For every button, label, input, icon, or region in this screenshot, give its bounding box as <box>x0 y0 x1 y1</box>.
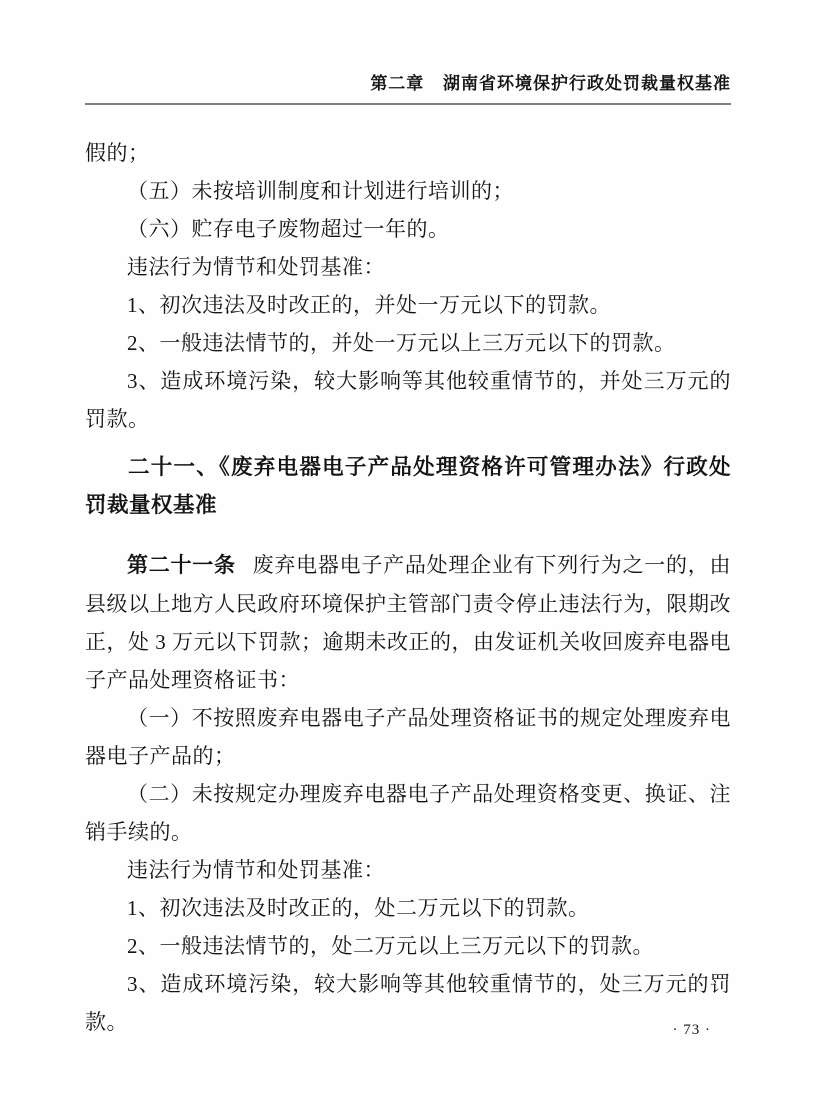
page-footer <box>85 1022 711 1039</box>
header-chapter-title: 湖南省环境保护行政处罚裁量权基准 <box>443 74 731 93</box>
page-header <box>85 0 731 105</box>
article-text: 废弃电器电子产品处理企业有下列行为之一的，由县级以上地方人民政府环境保护主管部门责令停止违法行为，限期改正，处 3 万元以下罚款；逾期未改正的，由发证机关收回废弃电器电子产品处理资格证书： <box>85 553 732 692</box>
paragraph-penalty-level-2: 2、一般违法情节的，并处一万元以上三万元以下的罚款。 <box>127 331 676 355</box>
header-chapter-label: 第二章 <box>370 74 425 93</box>
paragraph-penalty2-level-1: 1、初次违法及时改正的，处二万元以下的罚款。 <box>127 896 590 920</box>
paragraph-penalty-basis-intro-2: 违法行为情节和处罚基准： <box>127 858 385 882</box>
page-number: · 73 · <box>672 1022 711 1038</box>
paragraph-penalty-basis-intro: 违法行为情节和处罚基准： <box>127 255 385 279</box>
paragraph-continuation: 假的； <box>85 141 150 165</box>
paragraph-penalty-level-1: 1、初次违法及时改正的，并处一万元以下的罚款。 <box>127 293 611 317</box>
paragraph-penalty2-level-3: 3、造成环境污染，较大影响等其他较重情节的，处三万元的罚款。 <box>85 972 731 1034</box>
paragraph-item-1: （一）不按照废弃电器电子产品处理资格证书的规定处理废弃电器电子产品的； <box>85 706 731 768</box>
article-number: 第二十一条 <box>127 554 236 577</box>
paragraph-article-21 <box>85 546 731 699</box>
paragraph-item-2: （二）未按规定办理废弃电器电子产品处理资格变更、换证、注销手续的。 <box>85 782 731 844</box>
paragraph-penalty2-level-2: 2、一般违法情节的，处二万元以上三万元以下的罚款。 <box>127 934 654 958</box>
document-body <box>85 134 731 1041</box>
section-heading-21: 二十一、《废弃电器电子产品处理资格许可管理办法》行政处罚裁量权基准 <box>85 455 731 517</box>
paragraph-item-5: （五）未按培训制度和计划进行培训的； <box>127 179 514 203</box>
paragraph-penalty-level-3: 3、造成环境污染，较大影响等其他较重情节的，并处三万元的罚款。 <box>85 369 731 431</box>
paragraph-item-6: （六）贮存电子废物超过一年的。 <box>127 217 450 241</box>
